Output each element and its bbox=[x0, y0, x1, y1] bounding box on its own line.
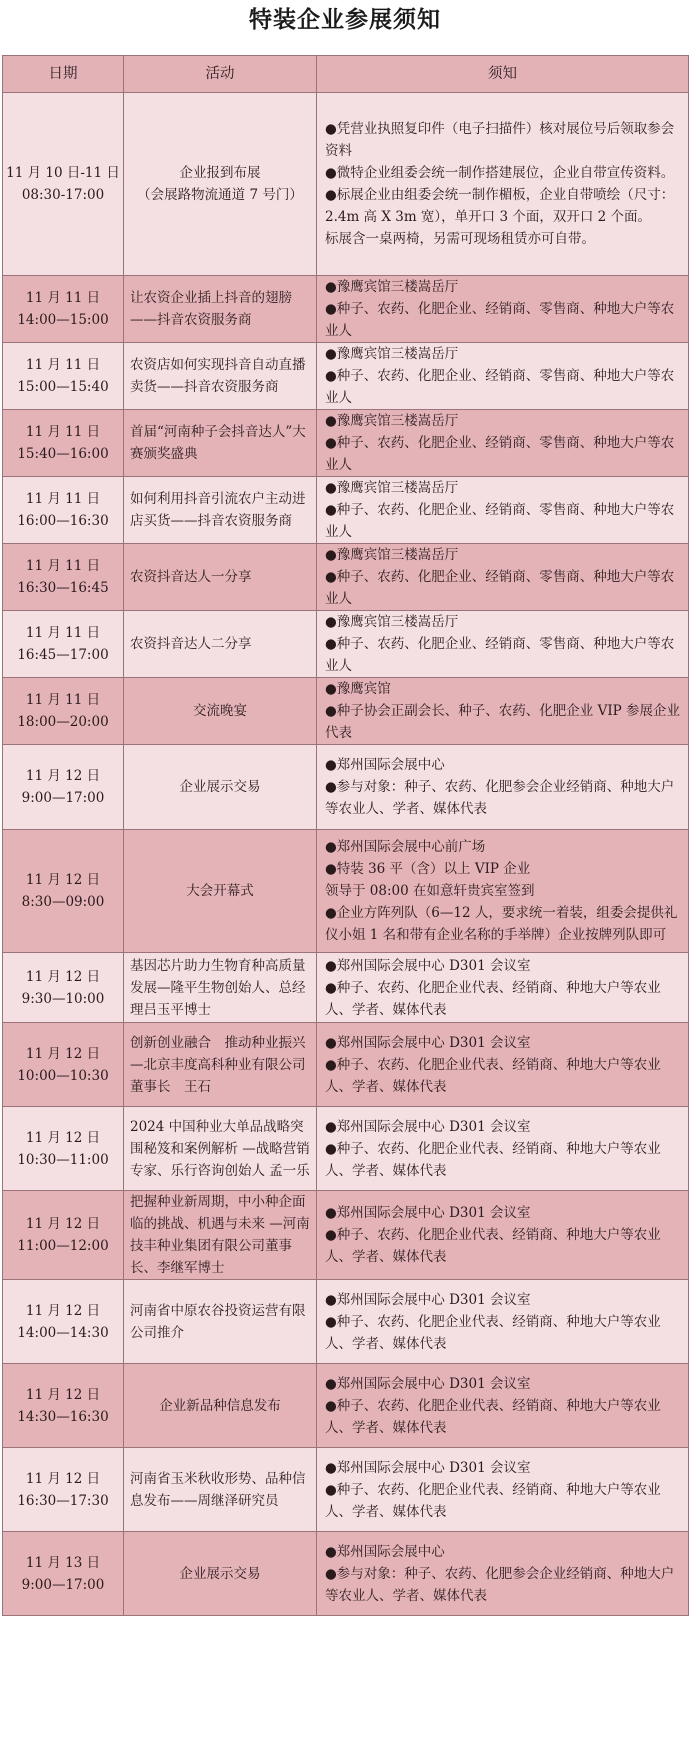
cell-notes bbox=[317, 544, 689, 611]
date-text: 11 月 12 日 bbox=[25, 872, 101, 888]
page-title: 特装企业参展须知 bbox=[249, 7, 441, 33]
cell-date bbox=[3, 1191, 124, 1280]
note-text: ●豫鹰宾馆三楼嵩岳厅 bbox=[325, 547, 459, 563]
table-row bbox=[3, 1280, 689, 1364]
note-text: ●郑州国际会展中心 bbox=[325, 757, 445, 773]
note-text: ●种子、农药、化肥企业代表、经销商、种地大户等农业人、学者、媒体代表 bbox=[325, 979, 661, 1018]
activity-text: 农资抖音达人二分享 bbox=[130, 636, 252, 652]
cell-date bbox=[3, 953, 124, 1023]
note-text: ●参与对象：种子、农药、化肥参会企业经销商、种地大户等农业人、学者、媒体代表 bbox=[325, 779, 675, 817]
time-text: 8:30—09:00 bbox=[21, 894, 105, 910]
note-text: ●种子、农药、化肥企业代表、经销商、种地大户等农业人、学者、媒体代表 bbox=[325, 1313, 661, 1352]
time-text: 9:30—10:00 bbox=[21, 990, 105, 1007]
cell-date bbox=[3, 1107, 124, 1191]
table-row bbox=[3, 678, 689, 745]
note-text: ●企业方阵列队（6—12 人，要求统一着装，组委会提供礼仪小姐 1 名和带有企业名称的手举牌）企业按牌列队即可 bbox=[325, 905, 678, 943]
cell-activity bbox=[124, 1280, 317, 1364]
table-header-row bbox=[3, 56, 689, 93]
time-text: 15:00—15:40 bbox=[17, 379, 109, 395]
table-row bbox=[3, 745, 689, 830]
date-text: 11 月 11 日 bbox=[25, 625, 101, 641]
table-row bbox=[3, 410, 689, 477]
note-text: ●郑州国际会展中心 D301 会议室 bbox=[325, 1034, 531, 1051]
cell-activity bbox=[124, 678, 317, 745]
date-text: 11 月 12 日 bbox=[25, 1470, 101, 1487]
note-text: ●种子、农药、化肥企业代表、经销商、种地大户等农业人、学者、媒体代表 bbox=[325, 1140, 661, 1179]
cell-date bbox=[3, 1280, 124, 1364]
cell-notes bbox=[317, 477, 689, 544]
cell-activity bbox=[124, 410, 317, 477]
time-text: 16:45—17:00 bbox=[17, 647, 109, 663]
activity-text: 2024 中国种业大单品战略突围秘笈和案例解析 —战略营销专家、乐行咨询创始人 孟一乐 bbox=[130, 1118, 310, 1179]
note-text: ●郑州国际会展中心 D301 会议室 bbox=[325, 957, 531, 974]
table-row bbox=[3, 1191, 689, 1280]
activity-text: 基因芯片助力生物育种高质量发展—隆平生物创始人、总经理吕玉平博士 bbox=[130, 957, 306, 1018]
note-text: ●特装 36 平（含）以上 VIP 企业 bbox=[325, 861, 531, 877]
note-text: 标展含一桌两椅，另需可现场租赁亦可自带。 bbox=[325, 231, 595, 247]
table-row bbox=[3, 1448, 689, 1532]
cell-notes bbox=[317, 276, 689, 343]
date-text: 11 月 12 日 bbox=[25, 1216, 101, 1232]
time-text: 16:30—17:30 bbox=[17, 1492, 109, 1509]
schedule-body bbox=[3, 93, 689, 1616]
cell-notes bbox=[317, 830, 689, 953]
note-text: ●种子、农药、化肥企业、经销商、零售商、种地大户等农业人 bbox=[325, 368, 675, 406]
table-row bbox=[3, 1532, 689, 1616]
cell-date bbox=[3, 678, 124, 745]
activity-text: 企业新品种信息发布 bbox=[159, 1397, 281, 1414]
schedule-table bbox=[2, 55, 689, 1616]
note-text: ●豫鹰宾馆三楼嵩岳厅 bbox=[325, 614, 459, 630]
note-text: ●郑州国际会展中心 bbox=[325, 1543, 445, 1560]
activity-text: 企业展示交易 bbox=[179, 1565, 261, 1582]
time-text: 14:30—16:30 bbox=[17, 1408, 109, 1425]
note-text: ●种子、农药、化肥企业、经销商、零售商、种地大户等农业人 bbox=[325, 636, 675, 674]
note-text: ●豫鹰宾馆三楼嵩岳厅 bbox=[325, 480, 459, 496]
cell-activity bbox=[124, 276, 317, 343]
cell-date bbox=[3, 1448, 124, 1532]
cell-notes bbox=[317, 678, 689, 745]
note-text: ●郑州国际会展中心 D301 会议室 bbox=[325, 1291, 531, 1308]
time-text: 10:30—11:00 bbox=[17, 1151, 109, 1168]
cell-notes bbox=[317, 1448, 689, 1532]
time-text: 14:00—15:00 bbox=[17, 312, 109, 328]
activity-text: 首届“河南种子会抖音达人”大赛颁奖盛典 bbox=[130, 424, 306, 462]
note-text: ●豫鹰宾馆三楼嵩岳厅 bbox=[325, 279, 459, 295]
cell-activity bbox=[124, 1191, 317, 1280]
activity-text: 把握种业新周期，中小种企面临的挑战、机遇与未来 —河南技丰种业集团有限公司董事长、李继军博士 bbox=[130, 1194, 310, 1276]
note-text: ●种子、农药、化肥企业、经销商、零售商、种地大户等农业人 bbox=[325, 301, 675, 339]
table-row bbox=[3, 276, 689, 343]
activity-text: 农资店如何实现抖音自动直播卖货——抖音农资服务商 bbox=[130, 357, 306, 395]
table-row bbox=[3, 953, 689, 1023]
column-header-activity: 活动 bbox=[124, 56, 317, 93]
time-text: 14:00—14:30 bbox=[17, 1324, 109, 1341]
note-text: ●种子、农药、化肥企业代表、经销商、种地大户等农业人、学者、媒体代表 bbox=[325, 1481, 661, 1520]
table-row bbox=[3, 544, 689, 611]
cell-activity bbox=[124, 953, 317, 1023]
activity-text: 河南省中原农谷投资运营有限公司推介 bbox=[130, 1302, 306, 1341]
activity-text: 创新创业融合 推动种业振兴—北京丰度高科种业有限公司董事长 王石 bbox=[130, 1034, 306, 1095]
cell-date bbox=[3, 1532, 124, 1616]
note-text: ●种子、农药、化肥企业、经销商、零售商、种地大户等农业人 bbox=[325, 569, 675, 607]
cell-notes bbox=[317, 1364, 689, 1448]
cell-date bbox=[3, 93, 124, 276]
note-text: ●郑州国际会展中心 D301 会议室 bbox=[325, 1375, 531, 1392]
time-text: 9:00—17:00 bbox=[21, 790, 105, 806]
note-text: ●种子、农药、化肥企业代表、经销商、种地大户等农业人、学者、媒体代表 bbox=[325, 1056, 661, 1095]
cell-notes bbox=[317, 611, 689, 678]
note-text: ●郑州国际会展中心 D301 会议室 bbox=[325, 1118, 531, 1135]
activity-text: 农资抖音达人一分享 bbox=[130, 569, 252, 585]
date-text: 11 月 11 日 bbox=[25, 424, 101, 440]
cell-activity bbox=[124, 343, 317, 410]
date-text: 11 月 12 日 bbox=[25, 968, 101, 985]
cell-activity bbox=[124, 1107, 317, 1191]
table-row bbox=[3, 477, 689, 544]
activity-text: 交流晚宴 bbox=[193, 703, 247, 719]
date-text: 11 月 10 日-11 日 bbox=[6, 165, 120, 181]
cell-date bbox=[3, 611, 124, 678]
date-text: 11 月 11 日 bbox=[25, 491, 101, 507]
note-text: ●豫鹰宾馆三楼嵩岳厅 bbox=[325, 413, 459, 429]
note-text: ●种子协会正副会长、种子、农药、化肥企业 VIP 参展企业代表 bbox=[325, 703, 681, 741]
note-text: ●郑州国际会展中心 D301 会议室 bbox=[325, 1459, 531, 1476]
cell-activity bbox=[124, 544, 317, 611]
table-row bbox=[3, 93, 689, 276]
time-text: 10:00—10:30 bbox=[17, 1067, 109, 1084]
activity-text: 如何利用抖音引流农户主动进店买货——抖音农资服务商 bbox=[130, 491, 306, 529]
date-text: 11 月 11 日 bbox=[25, 558, 101, 574]
cell-date bbox=[3, 276, 124, 343]
note-text: ●豫鹰宾馆 bbox=[325, 681, 391, 697]
column-header-notes: 须知 bbox=[317, 56, 689, 93]
time-text: 18:00—20:00 bbox=[17, 714, 109, 730]
date-text: 11 月 12 日 bbox=[25, 1302, 101, 1319]
note-text: ●参与对象：种子、农药、化肥参会企业经销商、种地大户等农业人、学者、媒体代表 bbox=[325, 1565, 675, 1604]
cell-date bbox=[3, 343, 124, 410]
cell-notes bbox=[317, 1532, 689, 1616]
cell-activity bbox=[124, 1364, 317, 1448]
date-text: 11 月 12 日 bbox=[25, 1045, 101, 1062]
cell-activity bbox=[124, 745, 317, 830]
cell-notes bbox=[317, 93, 689, 276]
cell-notes bbox=[317, 953, 689, 1023]
cell-date bbox=[3, 745, 124, 830]
note-text: ●种子、农药、化肥企业、经销商、零售商、种地大户等农业人 bbox=[325, 435, 675, 473]
cell-date bbox=[3, 830, 124, 953]
cell-activity bbox=[124, 611, 317, 678]
note-text: ●种子、农药、化肥企业代表、经销商、种地大户等农业人、学者、媒体代表 bbox=[325, 1227, 661, 1265]
cell-notes bbox=[317, 343, 689, 410]
date-text: 11 月 12 日 bbox=[25, 1386, 101, 1403]
activity-text: 企业展示交易 bbox=[179, 779, 261, 795]
cell-date bbox=[3, 477, 124, 544]
activity-text: 大会开幕式 bbox=[186, 883, 254, 899]
cell-notes bbox=[317, 745, 689, 830]
cell-notes bbox=[317, 1023, 689, 1107]
activity-text: 让农资企业插上抖音的翅膀——抖音农资服务商 bbox=[130, 290, 292, 328]
note-text: ●标展企业由组委会统一制作楣板，企业自带喷绘（尺寸：2.4m 高 X 3m 宽），单开口 3 个面，双开口 2 个面。 bbox=[325, 187, 675, 225]
activity-text: 企业报到布展 bbox=[179, 165, 261, 181]
cell-date bbox=[3, 544, 124, 611]
time-text: 11:00—12:00 bbox=[17, 1238, 109, 1254]
time-text: 9:00—17:00 bbox=[21, 1576, 105, 1593]
activity-text: 河南省玉米秋收形势、品种信息发布——周继泽研究员 bbox=[130, 1470, 306, 1509]
note-text: ●豫鹰宾馆三楼嵩岳厅 bbox=[325, 346, 459, 362]
cell-notes bbox=[317, 410, 689, 477]
cell-date bbox=[3, 1023, 124, 1107]
date-text: 11 月 12 日 bbox=[25, 1129, 101, 1146]
cell-activity bbox=[124, 93, 317, 276]
cell-notes bbox=[317, 1107, 689, 1191]
note-text: ●种子、农药、化肥企业代表、经销商、种地大户等农业人、学者、媒体代表 bbox=[325, 1397, 661, 1436]
cell-date bbox=[3, 410, 124, 477]
note-text: ●凭营业执照复印件（电子扫描件）核对展位号后领取参会资料 bbox=[325, 121, 675, 159]
cell-notes bbox=[317, 1280, 689, 1364]
date-text: 11 月 11 日 bbox=[25, 357, 101, 373]
table-row bbox=[3, 1107, 689, 1191]
note-text: ●郑州国际会展中心 D301 会议室 bbox=[325, 1205, 531, 1221]
date-text: 11 月 13 日 bbox=[25, 1554, 101, 1571]
time-text: 08:30-17:00 bbox=[21, 187, 105, 203]
date-text: 11 月 11 日 bbox=[25, 692, 101, 708]
note-text: ●种子、农药、化肥企业、经销商、零售商、种地大户等农业人 bbox=[325, 502, 675, 540]
date-text: 11 月 12 日 bbox=[25, 768, 101, 784]
note-text: 领导于 08:00 在如意轩贵宾室签到 bbox=[325, 883, 535, 899]
activity-text: （会展路物流通道 7 号门） bbox=[137, 187, 303, 203]
column-header-date: 日期 bbox=[3, 56, 124, 93]
table-row bbox=[3, 1023, 689, 1107]
cell-date bbox=[3, 1364, 124, 1448]
table-row bbox=[3, 343, 689, 410]
note-text: ●郑州国际会展中心前广场 bbox=[325, 839, 486, 855]
cell-activity bbox=[124, 477, 317, 544]
date-text: 11 月 11 日 bbox=[25, 290, 101, 306]
cell-activity bbox=[124, 1532, 317, 1616]
cell-notes bbox=[317, 1191, 689, 1280]
table-row bbox=[3, 830, 689, 953]
table-row bbox=[3, 611, 689, 678]
cell-activity bbox=[124, 1448, 317, 1532]
time-text: 16:00—16:30 bbox=[17, 513, 109, 529]
table-row bbox=[3, 1364, 689, 1448]
note-text: ●微特企业组委会统一制作搭建展位，企业自带宣传资料。 bbox=[325, 165, 675, 181]
time-text: 16:30—16:45 bbox=[17, 580, 109, 596]
cell-activity bbox=[124, 830, 317, 953]
cell-activity bbox=[124, 1023, 317, 1107]
time-text: 15:40—16:00 bbox=[17, 446, 109, 462]
